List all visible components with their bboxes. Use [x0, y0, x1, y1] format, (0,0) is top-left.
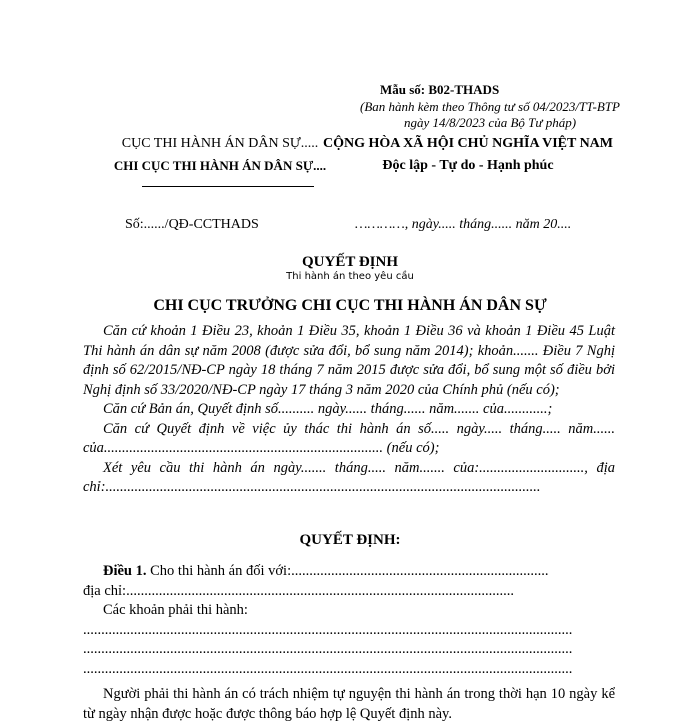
- national-title: CỘNG HÒA XÃ HỘI CHỦ NGHĨA VIỆT NAM: [322, 136, 613, 151]
- place-and-date: …………, ngày..... tháng...... năm 20....: [355, 217, 572, 232]
- article-1-label: Điều 1.: [103, 563, 147, 579]
- basis-paragraph-4: Xét yêu cầu thi hành án ngày....... tháng..... năm....... của:............................., địa chỉ:........................................................................................................................: [83, 459, 615, 495]
- basis-paragraph-2: Căn cứ Bản án, Quyết định số.......... ngày...... tháng...... năm....... của............;: [103, 401, 553, 417]
- issued-by-line-2: ngày 14/8/2023 của Bộ Tư pháp): [403, 115, 577, 130]
- decision-heading: QUYẾT ĐỊNH:: [299, 532, 401, 548]
- article-1-subject: [83, 562, 615, 582]
- form-number: Mẫu số: B02-THADS: [380, 82, 500, 97]
- issuer-title: CHI CỤC TRƯỞNG CHI CỤC THI HÀNH ÁN DÂN SỰ: [153, 297, 547, 314]
- agency-underline: [142, 186, 314, 187]
- article-1-items-line-1: .......................................................................................................................................: [83, 621, 573, 638]
- article-1-items-line-2: .......................................................................................................................................: [83, 641, 573, 657]
- article-1-items-label: Các khoản phải thi hành:: [103, 602, 248, 618]
- basis-paragraph-1: Căn cứ khoản 1 Điều 23, khoản 1 Điều 35, khoản 1 Điều 36 và khoản 1 Điều 45 Luật Thi hành án dân sự năm 2008 (được sửa đổi, bổ sung năm 2014); khoản....... Điều 7 Nghị định số 62/2015/NĐ-CP ngày 18 tháng 7 năm 2015 được sửa đổi, bổ sung một số điều bởi Nghị định số 33/2020/NĐ-CP ngày 17 tháng 3 năm 2020 của Chính phủ (nếu có);: [83, 323, 615, 398]
- national-motto: Độc lập - Tự do - Hạnh phúc: [382, 158, 554, 173]
- article-1-subject-text: Cho thi hành án đối với:.......................................................................: [146, 563, 549, 579]
- document-number: Số:....../QĐ-CCTHADS: [125, 217, 259, 232]
- legal-basis: [83, 322, 615, 498]
- sub-agency-name: CHI CỤC THI HÀNH ÁN DÂN SỰ....: [113, 158, 327, 173]
- agency-name: CỤC THI HÀNH ÁN DÂN SỰ.....: [121, 136, 319, 151]
- basis-paragraph-3: Căn cứ Quyết định về việc ủy thác thi hành án số..... ngày..... tháng..... năm...... của............................................................................. (nếu có);: [83, 420, 615, 456]
- document-subtitle: Thi hành án theo yêu cầu: [286, 271, 414, 282]
- article-1-obligation: Người phải thi hành án có trách nhiệm tự nguyện thi hành án trong thời hạn 10 ngày kể từ ngày nhận được hoặc được thông báo hợp lệ Quyết định này.: [83, 686, 615, 722]
- issued-by-line-1: (Ban hành kèm theo Thông tư số 04/2023/TT-BTP: [360, 99, 620, 114]
- article-1-items-line-3: .......................................................................................................................................: [83, 660, 573, 677]
- article-1-address: địa chỉ:...........................................................................................................: [83, 582, 514, 599]
- document-title: QUYẾT ĐỊNH: [302, 254, 398, 270]
